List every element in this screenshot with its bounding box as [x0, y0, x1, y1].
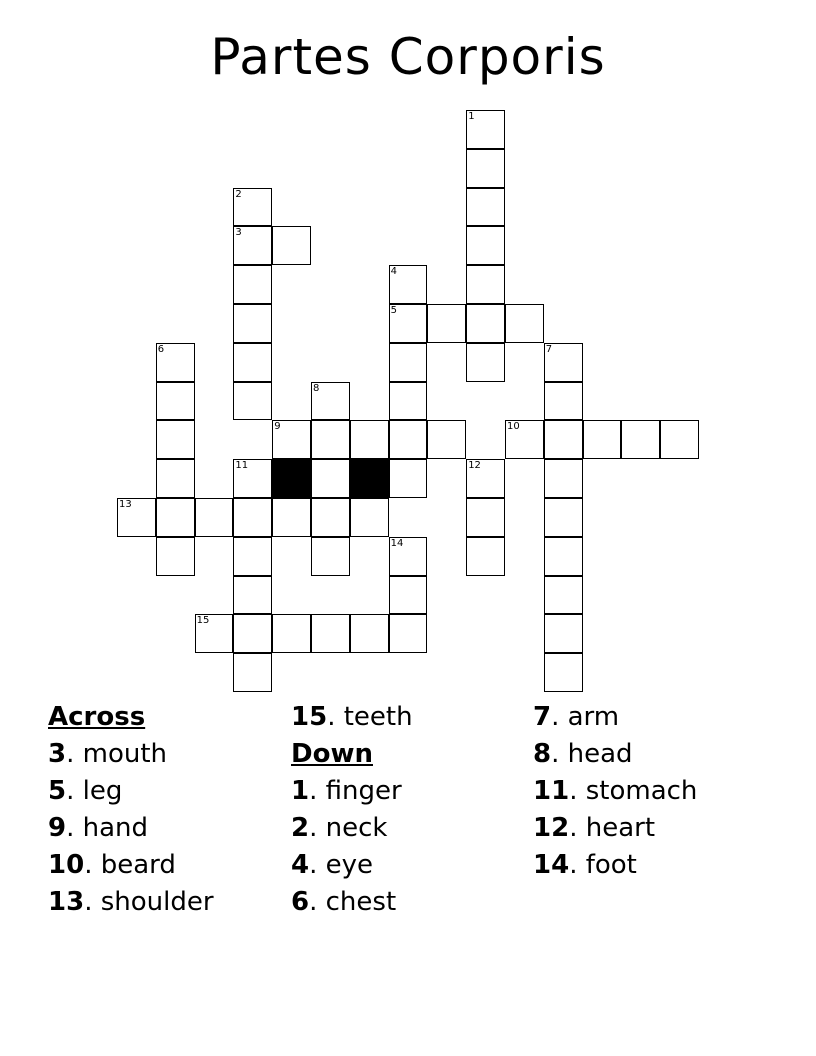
grid-cell[interactable] [233, 459, 272, 498]
black-square [350, 459, 389, 498]
clue-item [48, 736, 214, 773]
grid-cell[interactable] [389, 614, 428, 653]
clue-number: 9 [274, 421, 281, 433]
grid-cell[interactable] [233, 226, 272, 265]
clue-item-text: . chest [309, 887, 397, 917]
clue-item-text: . eye [309, 850, 374, 880]
clue-item-number: 4 [291, 850, 310, 880]
clue-item-text: . neck [309, 813, 388, 843]
clue-number: 6 [157, 343, 165, 355]
clue-heading-down: Down [291, 739, 373, 769]
grid-cell[interactable] [505, 304, 544, 343]
clue-item [48, 773, 214, 810]
grid-cell[interactable] [389, 343, 428, 382]
clue-item [291, 699, 413, 736]
clue-heading-across: Across [48, 702, 146, 732]
grid-cell[interactable] [466, 226, 505, 265]
grid-cell[interactable] [156, 420, 195, 459]
grid-cell[interactable] [233, 265, 272, 304]
grid-cell[interactable] [311, 420, 350, 459]
grid-cell[interactable] [544, 653, 583, 692]
grid-cell[interactable] [350, 498, 389, 537]
clue-item-text: . leg [66, 776, 123, 806]
clue-number: 10 [507, 421, 520, 433]
grid-cell[interactable] [505, 420, 544, 459]
grid-cell[interactable] [311, 459, 350, 498]
grid-cell[interactable] [350, 614, 389, 653]
grid-cell[interactable] [117, 498, 156, 537]
grid-cell[interactable] [233, 382, 272, 421]
grid-cell[interactable] [311, 537, 350, 576]
clue-item-text: . finger [309, 776, 402, 806]
grid-cell[interactable] [544, 382, 583, 421]
grid-cell[interactable] [427, 304, 466, 343]
clue-item-number: 2 [291, 813, 310, 843]
clue-item [533, 810, 697, 847]
clues-column-3 [533, 699, 697, 884]
clue-item-number: 6 [291, 887, 310, 917]
grid-cell[interactable] [272, 498, 311, 537]
grid-cell[interactable] [195, 614, 234, 653]
grid-cell[interactable] [544, 537, 583, 576]
clue-number: 13 [119, 499, 132, 510]
grid-cell[interactable] [466, 459, 505, 498]
grid-cell[interactable] [389, 576, 428, 615]
clue-item [533, 773, 697, 810]
grid-cell[interactable] [311, 498, 350, 537]
clue-item-number: 13 [48, 887, 85, 917]
grid-cell[interactable] [350, 420, 389, 459]
clue-number: 2 [235, 188, 242, 200]
grid-cell[interactable] [466, 265, 505, 304]
grid-cell[interactable] [389, 304, 428, 343]
clue-item-number: 3 [48, 739, 67, 769]
clue-item-text: . head [551, 739, 633, 769]
clue-item-number: 1 [291, 776, 310, 806]
clue-item [291, 884, 413, 921]
grid-cell[interactable] [156, 537, 195, 576]
clues-column-1 [48, 699, 214, 921]
grid-cell[interactable] [583, 420, 622, 459]
clue-item-number: 15 [291, 702, 328, 732]
clue-item-number: 8 [533, 739, 552, 769]
grid-cell[interactable] [466, 149, 505, 188]
clue-item [291, 847, 413, 884]
clue-number: 1 [468, 111, 475, 122]
clue-item [533, 699, 697, 736]
clue-item-text: . teeth [327, 702, 413, 732]
clue-number: 11 [235, 460, 249, 472]
grid-cell[interactable] [544, 420, 583, 459]
clue-item [291, 810, 413, 847]
clue-number: 5 [390, 305, 397, 316]
grid-cell[interactable] [544, 459, 583, 498]
grid-cell[interactable] [427, 420, 466, 459]
grid-cell[interactable] [233, 498, 272, 537]
clue-number: 12 [468, 460, 481, 472]
clue-item [533, 847, 697, 884]
clue-number: 8 [313, 382, 320, 394]
grid-cell[interactable] [233, 343, 272, 382]
grid-cell[interactable] [544, 614, 583, 653]
grid-cell[interactable] [156, 343, 195, 382]
grid-cell[interactable] [660, 420, 699, 459]
clue-item [533, 736, 697, 773]
clue-item [48, 810, 214, 847]
grid-cell[interactable] [156, 498, 195, 537]
grid-cell[interactable] [233, 576, 272, 615]
clue-item-text: . beard [84, 850, 176, 880]
grid-cell[interactable] [466, 188, 505, 227]
grid-cell[interactable] [233, 188, 272, 227]
grid-cell[interactable] [233, 653, 272, 692]
clue-number: 7 [545, 343, 553, 355]
grid-cell[interactable] [389, 265, 428, 304]
grid-cell[interactable] [466, 343, 505, 382]
grid-cell[interactable] [621, 420, 660, 459]
clue-item-text: . foot [569, 850, 637, 880]
grid-cell[interactable] [272, 420, 311, 459]
clue-item-text: . hand [66, 813, 149, 843]
clue-item-number: 14 [533, 850, 570, 880]
grid-cell[interactable] [466, 304, 505, 343]
clue-item [48, 847, 214, 884]
clue-item-number: 11 [533, 776, 570, 806]
clue-number: 3 [235, 227, 242, 239]
clue-item-number: 5 [48, 776, 67, 806]
grid-cell[interactable] [311, 614, 350, 653]
grid-cell[interactable] [389, 420, 428, 459]
clue-item-number: 12 [533, 813, 570, 843]
grid-cell[interactable] [233, 614, 272, 653]
grid-cell[interactable] [544, 498, 583, 537]
grid-cell[interactable] [544, 343, 583, 382]
grid-cell[interactable] [544, 576, 583, 615]
grid-cell[interactable] [389, 382, 428, 421]
clue-item-text: . arm [551, 702, 620, 732]
clue-item-number: 10 [48, 850, 85, 880]
clue-item-number: 7 [533, 702, 552, 732]
clue-item-text: . mouth [66, 739, 168, 769]
clue-number: 15 [196, 615, 210, 627]
grid-cell[interactable] [272, 226, 311, 265]
grid-cell[interactable] [272, 614, 311, 653]
grid-cell[interactable] [195, 498, 234, 537]
puzzle-title: Partes Corporis [210, 28, 606, 86]
grid-cell[interactable] [156, 459, 195, 498]
grid-cell[interactable] [233, 304, 272, 343]
grid-cell[interactable] [311, 382, 350, 421]
grid-cell[interactable] [233, 537, 272, 576]
grid-cell[interactable] [389, 537, 428, 576]
grid-cell[interactable] [466, 110, 505, 149]
clue-item [48, 884, 214, 921]
clue-item-text: . stomach [569, 776, 698, 806]
grid-cell[interactable] [466, 498, 505, 537]
clue-item-number: 9 [48, 813, 67, 843]
grid-cell[interactable] [466, 537, 505, 576]
clue-item-text: . heart [569, 813, 656, 843]
grid-cell[interactable] [389, 459, 428, 498]
clue-item-text: . shoulder [84, 887, 214, 917]
clue-number: 14 [390, 537, 404, 549]
black-square [272, 459, 311, 498]
clue-number: 4 [390, 266, 397, 278]
clue-item [291, 773, 413, 810]
clues-column-2 [291, 699, 413, 921]
grid-cell[interactable] [156, 382, 195, 421]
